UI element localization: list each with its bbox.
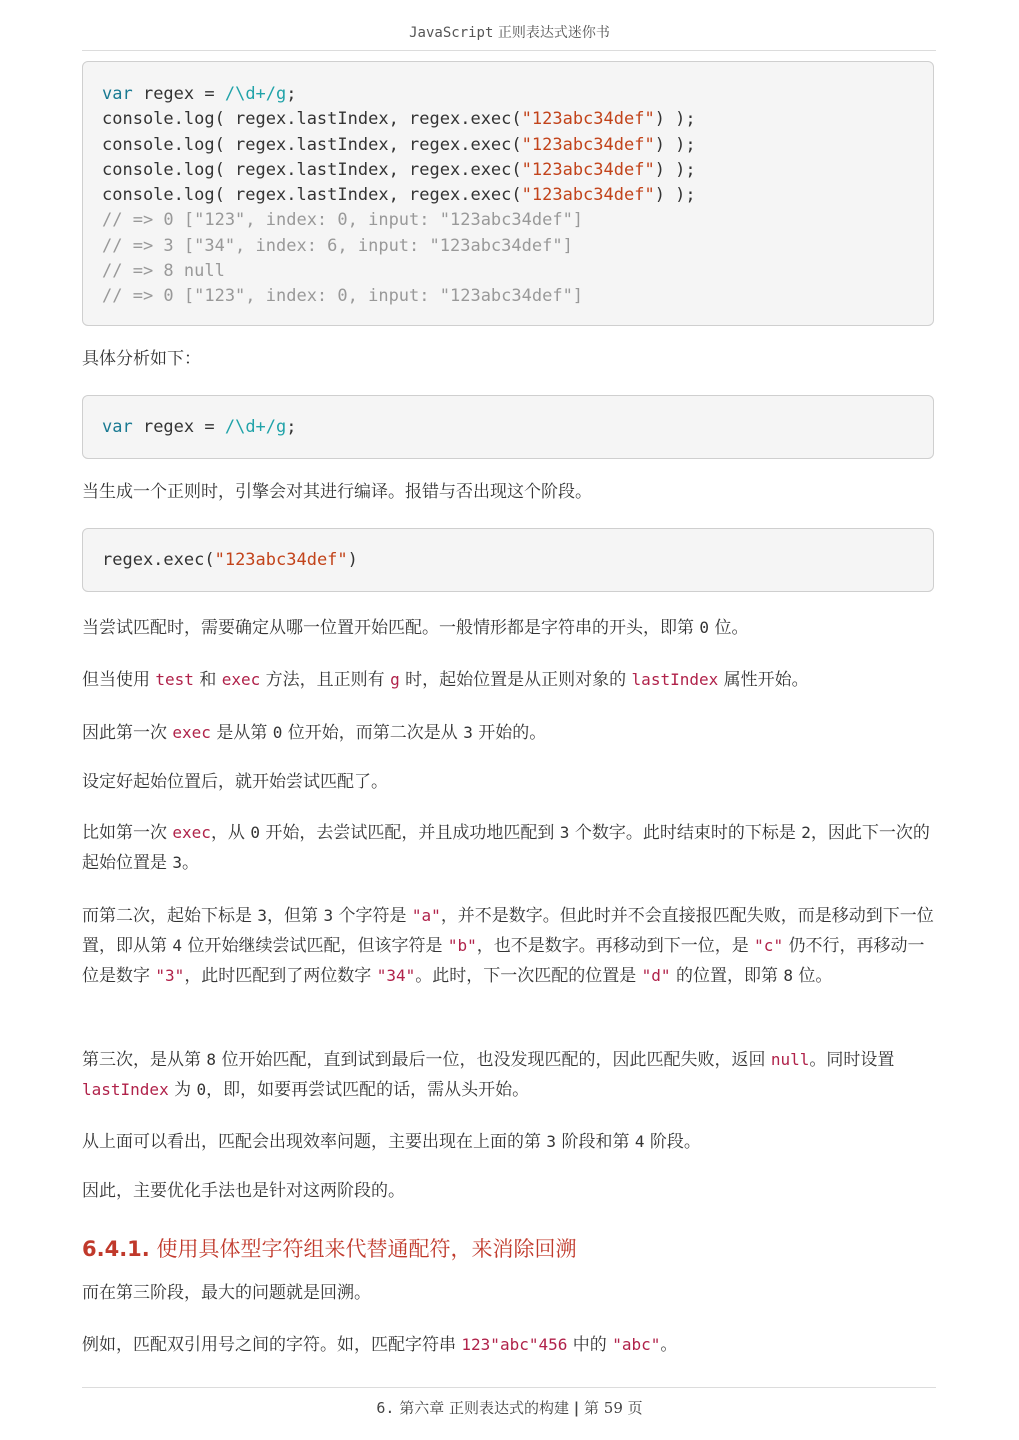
inline-code-test: test [155, 670, 194, 689]
inline-code-string: 123"abc"456 [461, 1335, 568, 1354]
paragraph-test-exec: 但当使用 test 和 exec 方法，且正则有 g 时，起始位置是从正则对象的 lastIndex 属性开始。 [82, 670, 809, 690]
code-block-exec-call [82, 528, 934, 592]
inline-code-g: g [390, 670, 400, 689]
code-text: ) ); [654, 134, 696, 155]
code-text: ) [347, 550, 358, 570]
code-string: "123abc34def" [214, 550, 348, 570]
footer-rule [82, 1387, 936, 1388]
code-line [102, 160, 696, 180]
code-keyword: var [102, 84, 133, 104]
running-header [0, 22, 1019, 42]
paragraph-compile: 当生成一个正则时，引擎会对其进行编译。报错与否出现这个阶段。 [82, 482, 592, 502]
code-line [102, 109, 696, 129]
code-text: ; [286, 417, 297, 437]
inline-code-null: null [770, 1050, 810, 1069]
paragraph-optimize: 因此，主要优化手法也是针对这两阶段的。 [82, 1181, 405, 1201]
running-footer [0, 1397, 1019, 1418]
code-keyword: var [102, 417, 133, 437]
code-text: regex.exec( [102, 550, 215, 570]
code-text: console.log( regex.lastIndex, regex.exec( [102, 109, 522, 130]
section-heading [82, 1233, 576, 1263]
footer-page-number: 第 59 页 [584, 1399, 643, 1417]
code-string: "123abc34def" [521, 134, 655, 155]
paragraph-quote-example: 例如，匹配双引用号之间的字符。如，匹配字符串 123"abc"456 中的 "abc"。 [82, 1335, 678, 1355]
code-text: ) ); [654, 185, 696, 206]
paragraph-try-match: 当尝试匹配时，需要确定从哪一位置开始匹配。一般情形都是字符串的开头，即第 0 位。 [82, 618, 749, 638]
code-text: regex = [132, 417, 225, 437]
code-comment: // => 3 ["34", index: 6, input: "123abc34def"] [102, 235, 573, 256]
code-block-exec-demo [82, 61, 934, 326]
paragraph-example-first: 比如第一次 exec，从 0 开始，去尝试匹配，并且成功地匹配到 3 个数字。此时结束时的下标是 2，因此下一次的起始位置是 3。 [82, 823, 930, 873]
inline-code-match: "abc" [612, 1335, 661, 1354]
code-text: console.log( regex.lastIndex, regex.exec( [102, 185, 522, 206]
inline-code-exec: exec [221, 670, 261, 689]
code-string: "123abc34def" [521, 185, 655, 206]
code-text: ) ); [654, 159, 696, 180]
footer-chapter-title: 第六章 正则表达式的构建 [399, 1399, 569, 1417]
inline-code-exec: exec [172, 823, 211, 842]
code-line [102, 548, 358, 573]
paragraph-backtrack: 而在第三阶段，最大的问题就是回溯。 [82, 1283, 371, 1303]
code-comment: // => 0 ["123", index: 0, input: "123abc34def"] [102, 286, 584, 307]
code-line [102, 135, 696, 155]
paragraph-set-start: 设定好起始位置后，就开始尝试匹配了。 [82, 772, 388, 792]
header-rule [82, 50, 936, 51]
inline-code-exec: exec [172, 723, 211, 742]
section-title: 使用具体型字符组来代替通配符，来消除回溯 [156, 1237, 577, 1261]
code-comment: // => 0 ["123", index: 0, input: "123abc34def"] [102, 210, 584, 231]
paragraph-analysis: 具体分析如下： [82, 349, 201, 369]
code-text: regex = [132, 84, 225, 104]
paragraph-second-exec: 而第二次，起始下标是 3，但第 3 个字符是 "a"，并不是数字。但此时并不会直接报匹配失败，而是移动到下一位置，即从第 4 位开始继续尝试匹配，但该字符是 "b"，也不是数字。再移动到下一位，是 "c" 仍不行，再移动一位是数字 "3"，此时匹配到了两位数字 "34"。此时，下一次匹配的位置是 "d" 的位置，即第 8 位。 [82, 906, 934, 986]
code-text: console.log( regex.lastIndex, regex.exec( [102, 134, 522, 155]
header-book-title-cn: 正则表达式迷你书 [497, 25, 610, 41]
section-number: 6.4.1. [82, 1237, 150, 1261]
code-line [102, 415, 297, 440]
footer-separator: | [573, 1399, 580, 1417]
header-book-title-latin: JavaScript [409, 25, 494, 41]
code-comment: // => 8 null [102, 261, 225, 282]
code-line [102, 84, 297, 104]
code-text: ) ); [654, 109, 696, 130]
paragraph-third-exec: 第三次，是从第 8 位开始匹配，直到试到最后一位，也没发现匹配的，因此匹配失败，返回 null。同时设置 lastIndex 为 0，即，如要再尝试匹配的话，需从头开始。 [82, 1050, 895, 1100]
code-lines [102, 82, 696, 310]
paragraph-efficiency: 从上面可以看出，匹配会出现效率问题，主要出现在上面的第 3 阶段和第 4 阶段。 [82, 1132, 701, 1152]
code-text: console.log( regex.lastIndex, regex.exec( [102, 159, 522, 180]
code-regex: /\d+/g [224, 84, 287, 104]
inline-code-lastindex: lastIndex [631, 670, 719, 689]
code-regex: /\d+/g [224, 417, 287, 437]
code-string: "123abc34def" [521, 159, 655, 180]
footer-chapter-number: 6. [376, 1399, 395, 1417]
code-string: "123abc34def" [521, 109, 655, 130]
inline-code-lastindex: lastIndex [82, 1080, 169, 1099]
paragraph-first-exec: 因此第一次 exec 是从第 0 位开始，而第二次是从 3 开始的。 [82, 723, 547, 743]
code-block-regex-definition [82, 395, 934, 459]
code-text: ; [286, 84, 297, 104]
code-line [102, 185, 696, 205]
